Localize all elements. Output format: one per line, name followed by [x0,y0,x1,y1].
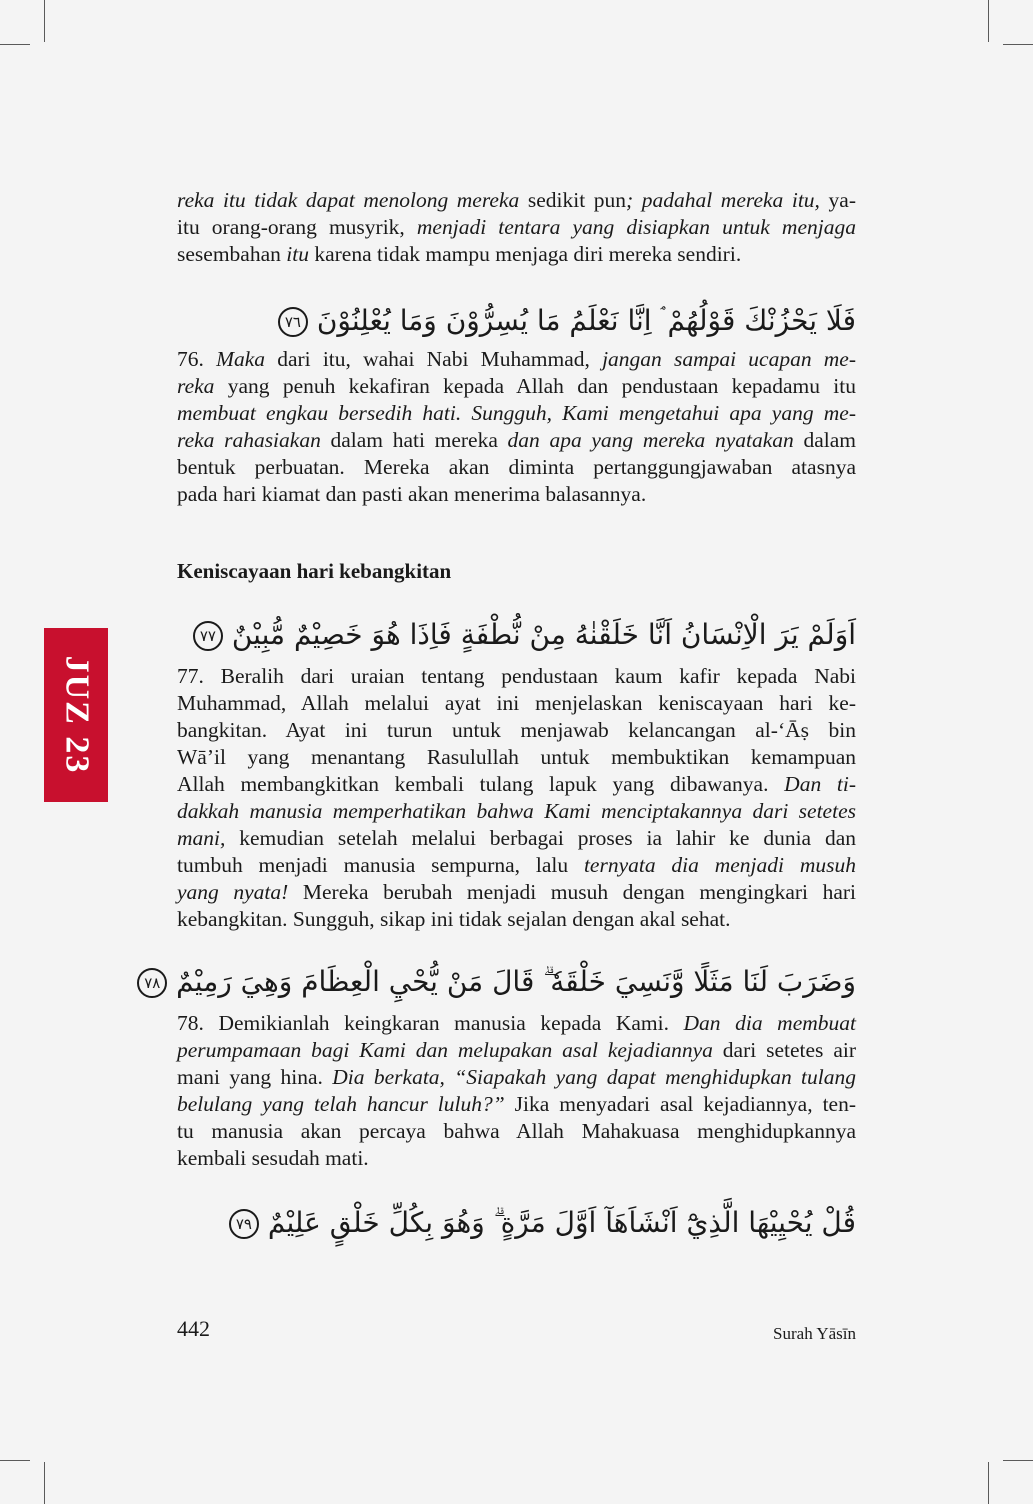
text-line [177,1118,856,1145]
text-line [177,1064,856,1091]
text-line [177,214,856,241]
crop-mark [44,0,45,42]
text-line [177,717,856,744]
plain-text: dari setetes air [712,1038,856,1062]
plain-text: mani yang hina. [177,1065,333,1089]
arabic-text: اَوَلَمْ يَرَ الْاِنْسَانُ اَنَّا خَلَقْنٰهُ مِنْ نُّطْفَةٍ فَاِذَا هُوَ خَصِيْمٌ مُّبِيْنٌ [231,618,856,651]
paragraph-continuation [177,187,856,268]
text-line [177,825,856,852]
text-line [177,241,856,268]
text-line [177,663,856,690]
verse-number-marker: ٧٦ [278,307,308,337]
plain-text: kebangkitan. Sungguh, sikap ini tidak sejalan dengan akal sehat. [177,907,731,931]
commentary-76 [177,346,856,508]
crop-mark [1003,44,1033,45]
plain-text: pada hari kiamat dan pasti akan menerima balasannya. [177,482,647,506]
section-heading: Keniscayaan hari kebangkitan [177,559,452,583]
italic-text: dakkah manusia memperhatikan bahwa Kami menciptakannya dari setetes [177,799,856,823]
italic-text: itu [286,242,309,266]
plain-text: dalam [793,428,856,452]
plain-text: ya- [819,188,856,212]
arabic-text: قُلْ يُحْيِيْهَا الَّذِيْٓ اَنْشَاَهَآ اَوَّلَ مَرَّةٍ ۗ وَهُوَ بِكُلِّ خَلْقٍ عَلِيْمٌ [267,1206,856,1239]
arabic-verse-77 [177,610,856,660]
plain-text: bentuk perbuatan. Mereka akan diminta pertanggungjawaban atasnya [177,455,856,479]
arabic-verse-79 [177,1198,856,1248]
verse-number-marker: ٧٧ [193,621,223,651]
running-footer-surah: Surah Yāsīn [773,1324,856,1343]
italic-text: reka rahasiakan [177,428,321,452]
plain-text: sedikit pun [519,188,626,212]
italic-text: membuat engkau bersedih hati. Sungguh, Kami mengetahui apa yang me- [177,401,856,425]
commentary-78 [177,1010,856,1172]
italic-text: yang nyata! [177,880,289,904]
text-line [177,1037,856,1064]
arabic-text: فَلَا يَحْزُنْكَ قَوْلُهُمْ ۘ اِنَّا نَعْلَمُ مَا يُسِرُّوْنَ وَمَا يُعْلِنُوْنَ [316,304,856,337]
arabic-verse-76 [177,296,856,346]
plain-text: Wāʼil yang menantang Rasulullah untuk membuktikan kemampuan [177,745,856,769]
italic-text: Dan ti- [784,772,856,796]
crop-mark [1003,1460,1033,1461]
crop-mark [44,1462,45,1504]
text-line [177,1010,856,1037]
crop-mark [0,1460,30,1461]
text-line [177,427,856,454]
italic-text: dan apa yang mereka nyatakan [507,428,794,452]
text-line [177,454,856,481]
plain-text: dalam hati mereka [320,428,508,452]
italic-text: ; padahal mereka itu, [626,188,820,212]
plain-text: itu orang-orang musyrik, [177,215,417,239]
text-line [177,187,856,214]
plain-text: Allah membangkitkan kembali tulang lapuk yang dibawanya. [177,772,785,796]
plain-text: 78. Demikianlah keingkaran manusia kepada Kami. [177,1011,684,1035]
italic-text: Dia berkata, “Siapakah yang dapat menghidupkan tulang [332,1065,856,1089]
commentary-77 [177,663,856,933]
plain-text: 77. Beralih dari uraian tentang pendustaan kaum kafir kepada Nabi [177,664,856,688]
plain-text: yang penuh kekafiran kepada Allah dan pendustaan kepadamu itu [214,374,856,398]
text-line [177,1145,856,1172]
text-line [177,798,856,825]
italic-text: perumpamaan bagi Kami dan melupakan asal kejadiannya [177,1038,713,1062]
text-line [177,744,856,771]
plain-text: 76. [177,347,217,371]
italic-text: reka itu tidak dapat menolong mereka [177,188,520,212]
text-line [177,400,856,427]
plain-text: tumbuh menjadi manusia sempurna, lalu [177,853,584,877]
italic-text: Dan dia membuat [683,1011,856,1035]
plain-text: karena tidak mampu menjaga diri mereka sendiri. [308,242,742,266]
plain-text: Muhammad, Allah melalui ayat ini menjelaskan keniscayaan hari ke- [177,691,856,715]
plain-text: dari itu, wahai Nabi Muhammad, [265,347,603,371]
italic-text: Maka [216,347,266,371]
juz-label: JUZ 23 [58,655,96,775]
arabic-verse-78 [144,957,856,1007]
italic-text: belulang yang telah hancur luluh?” [177,1092,505,1116]
text-line [177,852,856,879]
italic-text: ternyata dia menjadi musuh [583,853,856,877]
text-line [177,690,856,717]
plain-text: Jika menyadari asal kejadiannya, ten- [504,1092,856,1116]
arabic-text: وَضَرَبَ لَنَا مَثَلًا وَّنَسِيَ خَلْقَهٗ ۗ قَالَ مَنْ يُّحْيِ الْعِظَامَ وَهِيَ رَمِيْمٌ [176,965,856,998]
italic-text: mani, [177,826,226,850]
verse-number-marker: ٧٨ [137,968,167,998]
crop-mark [988,0,989,42]
verse-number-marker: ٧٩ [229,1209,259,1239]
text-line [177,906,856,933]
crop-mark [988,1462,989,1504]
crop-mark [0,44,30,45]
text-line [177,771,856,798]
text-line [177,879,856,906]
text-line [177,1091,856,1118]
page-number: 442 [177,1316,210,1341]
plain-text: tu manusia akan percaya bahwa Allah Mahakuasa menghidupkannya [177,1119,856,1143]
italic-text: jangan sampai ucapan me- [602,347,857,371]
italic-text: reka [177,374,215,398]
text-line [177,481,856,508]
juz-tab [44,628,108,802]
plain-text: sesembahan [177,242,287,266]
plain-text: Mereka berubah menjadi musuh dengan mengingkari hari [288,880,856,904]
text-line [177,373,856,400]
plain-text: kembali sesudah mati. [177,1146,369,1170]
text-line [177,346,856,373]
italic-text: menjadi tentara yang disiapkan untuk menjaga [416,215,856,239]
plain-text: kemudian setelah melalui berbagai proses ia lahir ke dunia dan [225,826,856,850]
plain-text: bangkitan. Ayat ini turun untuk menjawab kelancangan al-ʻĀṣ bin [177,718,856,742]
